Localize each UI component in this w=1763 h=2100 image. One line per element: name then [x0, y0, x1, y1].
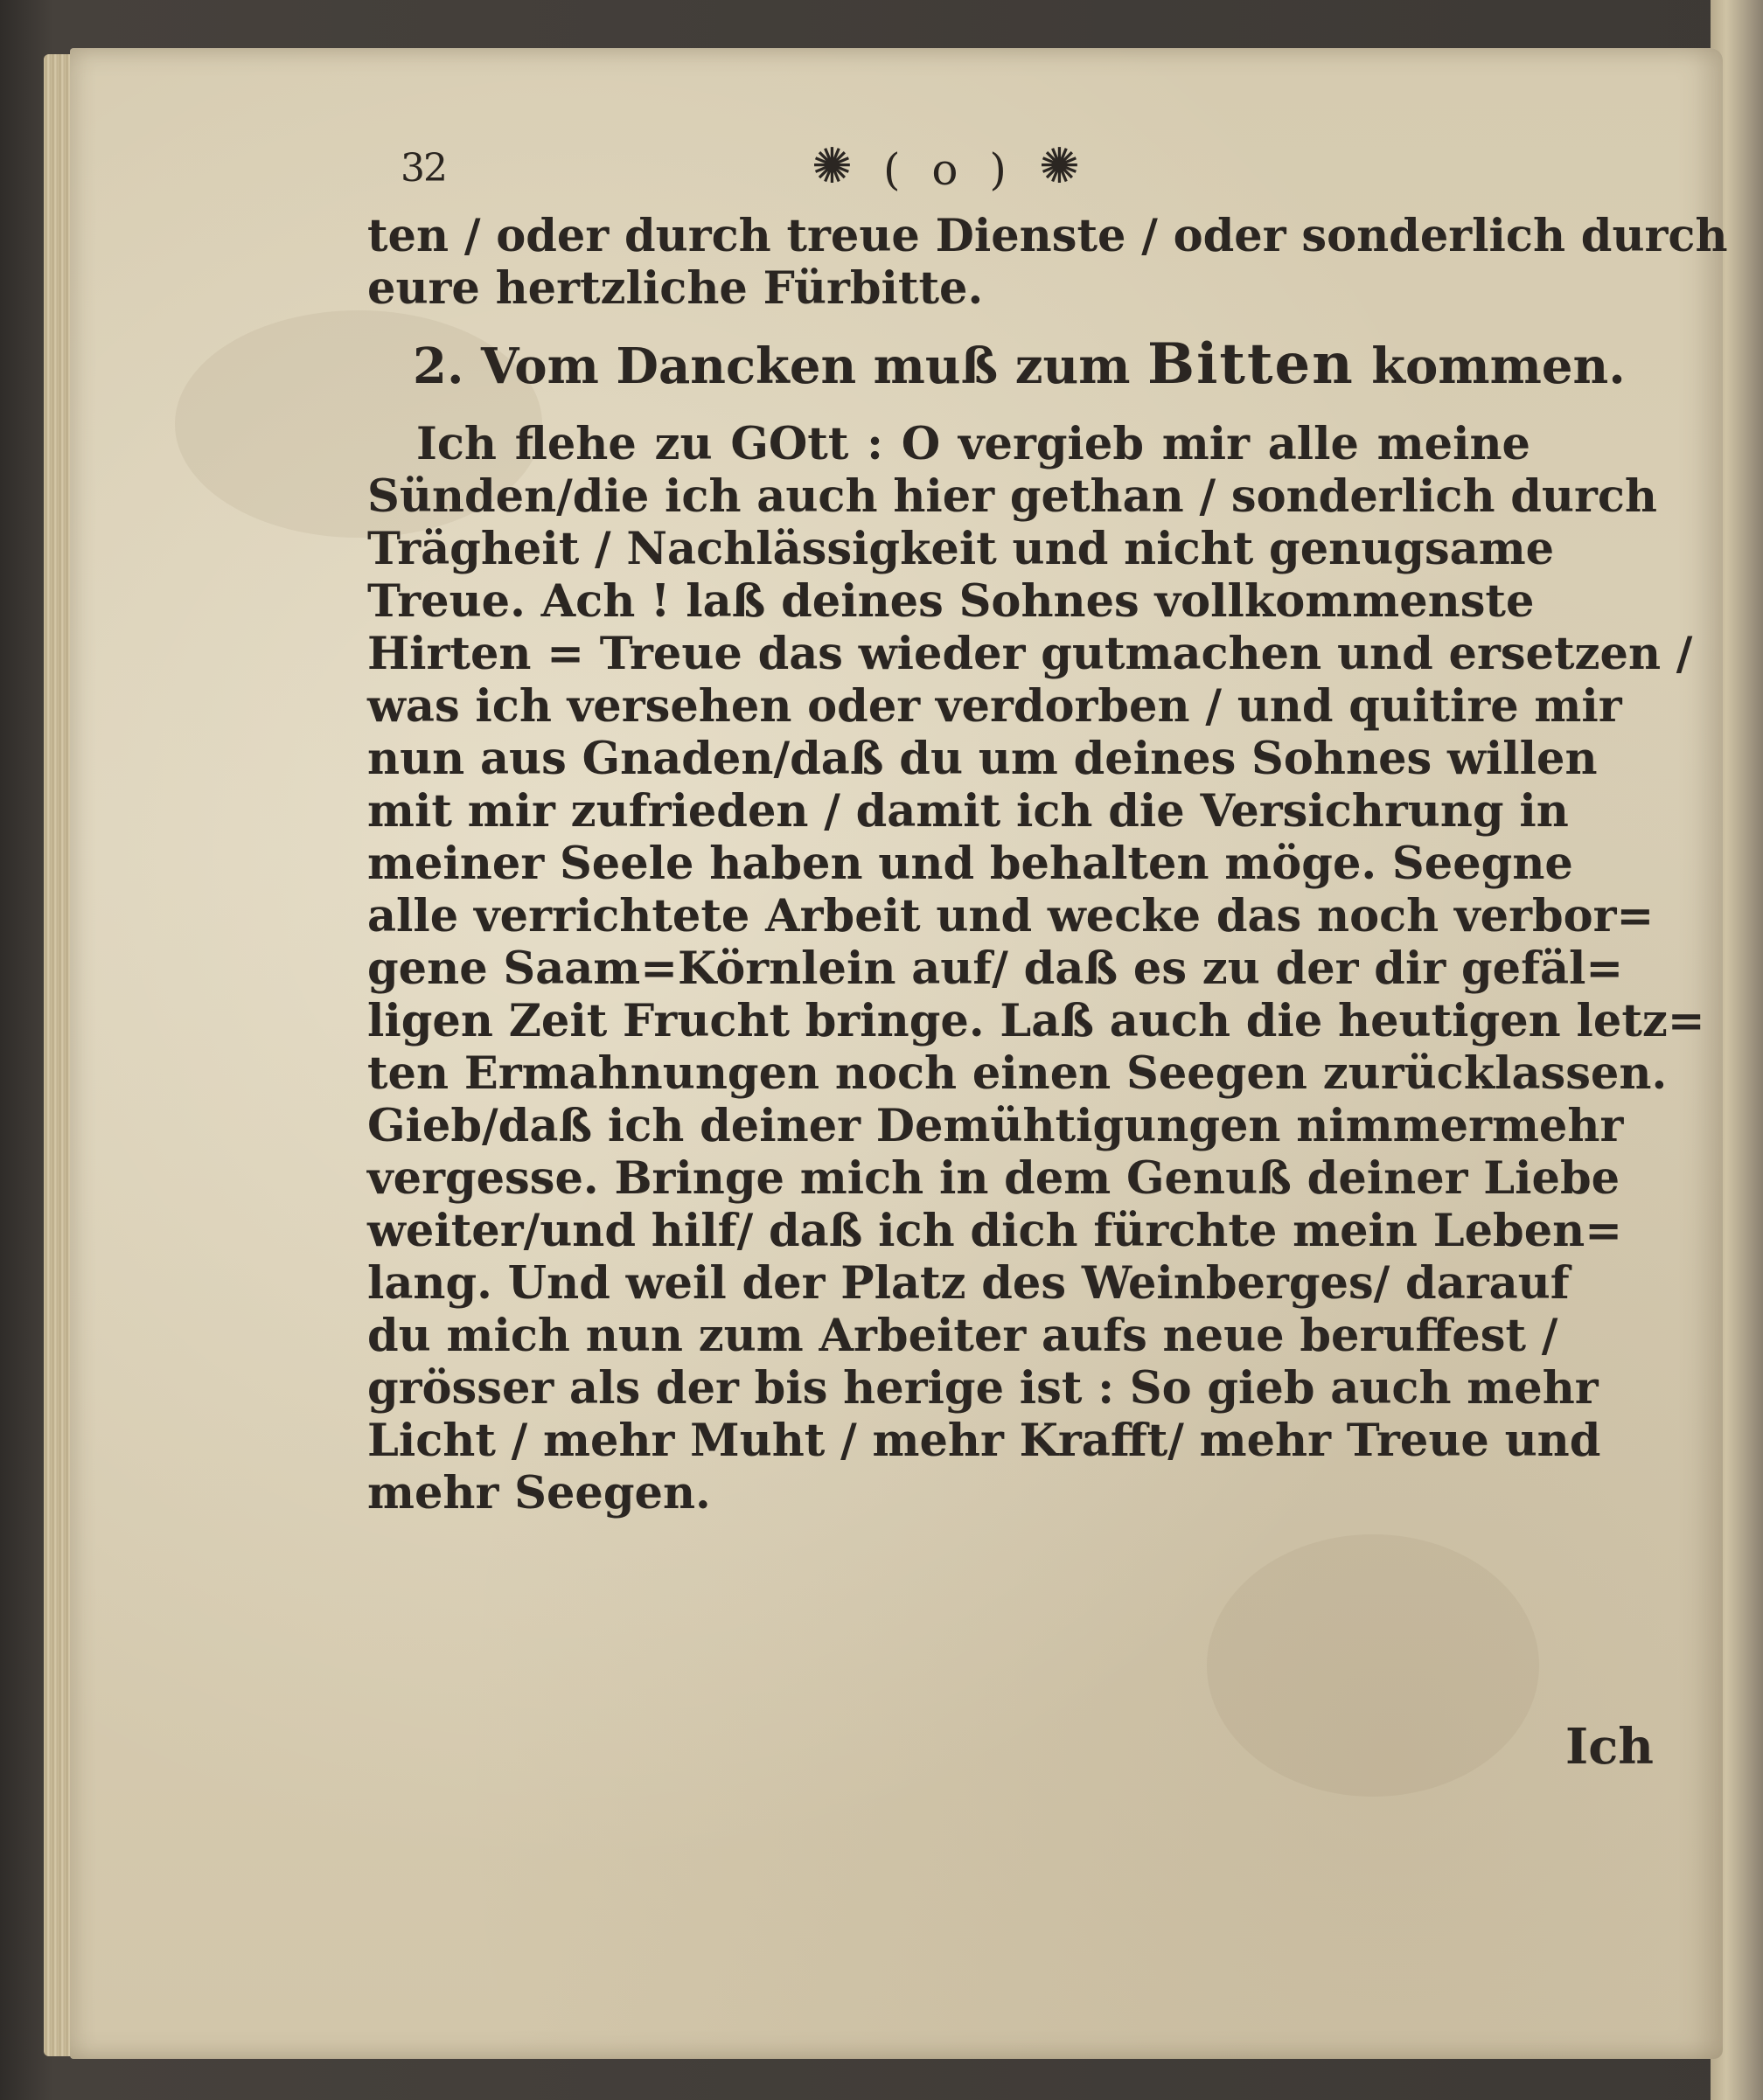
text-line: Treue. Ach ! laß deines Sohnes vollkommenste: [367, 575, 1535, 628]
text-line: eure hertzliche Fürbitte.: [367, 262, 984, 315]
flower-ornament-icon: ✺: [812, 138, 853, 195]
text-line: weiter/und hilf/ daß ich dich fürchte mein Leben=: [367, 1205, 1622, 1257]
text-line: Hirten = Treue das wieder gutmachen und ersetzen /: [367, 628, 1693, 680]
catchword: Ich: [1565, 1718, 1655, 1776]
text-line: Licht / mehr Muht / mehr Krafft/ mehr Treue und: [367, 1415, 1601, 1467]
text-line: mehr Seegen.: [367, 1467, 711, 1519]
section-heading: [413, 325, 1626, 404]
text-line: lang. Und weil der Platz des Weinberges/ darauf: [367, 1257, 1570, 1310]
text-line: was ich versehen oder verdorben / und quitire mir: [367, 680, 1622, 733]
text-line: vergesse. Bringe mich in dem Genuß deiner Liebe: [367, 1152, 1620, 1205]
text-line: Ich flehe zu GOtt : O vergieb mir alle meine: [416, 418, 1530, 470]
paper-stain: [1207, 1534, 1539, 1797]
text-line: Gieb/daß ich deiner Demühtigungen nimmermehr: [367, 1100, 1624, 1152]
text-line: meiner Seele haben und behalten möge. Seegne: [367, 838, 1573, 890]
page-number: 32: [401, 146, 446, 191]
text-line: Sünden/die ich auch hier gethan / sonderlich durch: [367, 470, 1658, 523]
text-line: Trägheit / Nachlässigkeit und nicht genugsame: [367, 523, 1555, 575]
text-line: mit mir zufrieden / damit ich die Versichrung in: [367, 785, 1569, 838]
text-line: ten / oder durch treue Dienste / oder sonderlich durch: [367, 210, 1728, 262]
flower-ornament-icon: ✺: [1039, 138, 1080, 195]
prayer-paragraph: [367, 418, 1705, 1519]
section-number: 2.: [413, 337, 464, 395]
text-line: grösser als der bis herige ist : So gieb auch mehr: [367, 1362, 1599, 1415]
text-line: ten Ermahnungen noch einen Seegen zurücklassen.: [367, 1047, 1668, 1100]
running-head: ( o ): [883, 144, 1015, 195]
text-line: nun aus Gnaden/daß du um deines Sohnes willen: [367, 733, 1598, 785]
book-page: [70, 48, 1728, 2059]
section-heading-text: kommen.: [1371, 337, 1626, 395]
text-line: alle verrichtete Arbeit und wecke das noch verbor=: [367, 890, 1655, 942]
section-heading-text: Vom Dancken muß zum: [480, 337, 1131, 395]
text-line: gene Saam=Körnlein auf/ daß es zu der dir gefäl=: [367, 942, 1624, 995]
section-heading-emphasis: Bitten: [1146, 331, 1355, 397]
page-header: [70, 138, 1723, 204]
text-line: du mich nun zum Arbeiter aufs neue beruffest /: [367, 1310, 1558, 1362]
text-line: ligen Zeit Frucht bringe. Laß auch die heutigen letz=: [367, 995, 1705, 1047]
body-text: [367, 210, 1728, 1519]
